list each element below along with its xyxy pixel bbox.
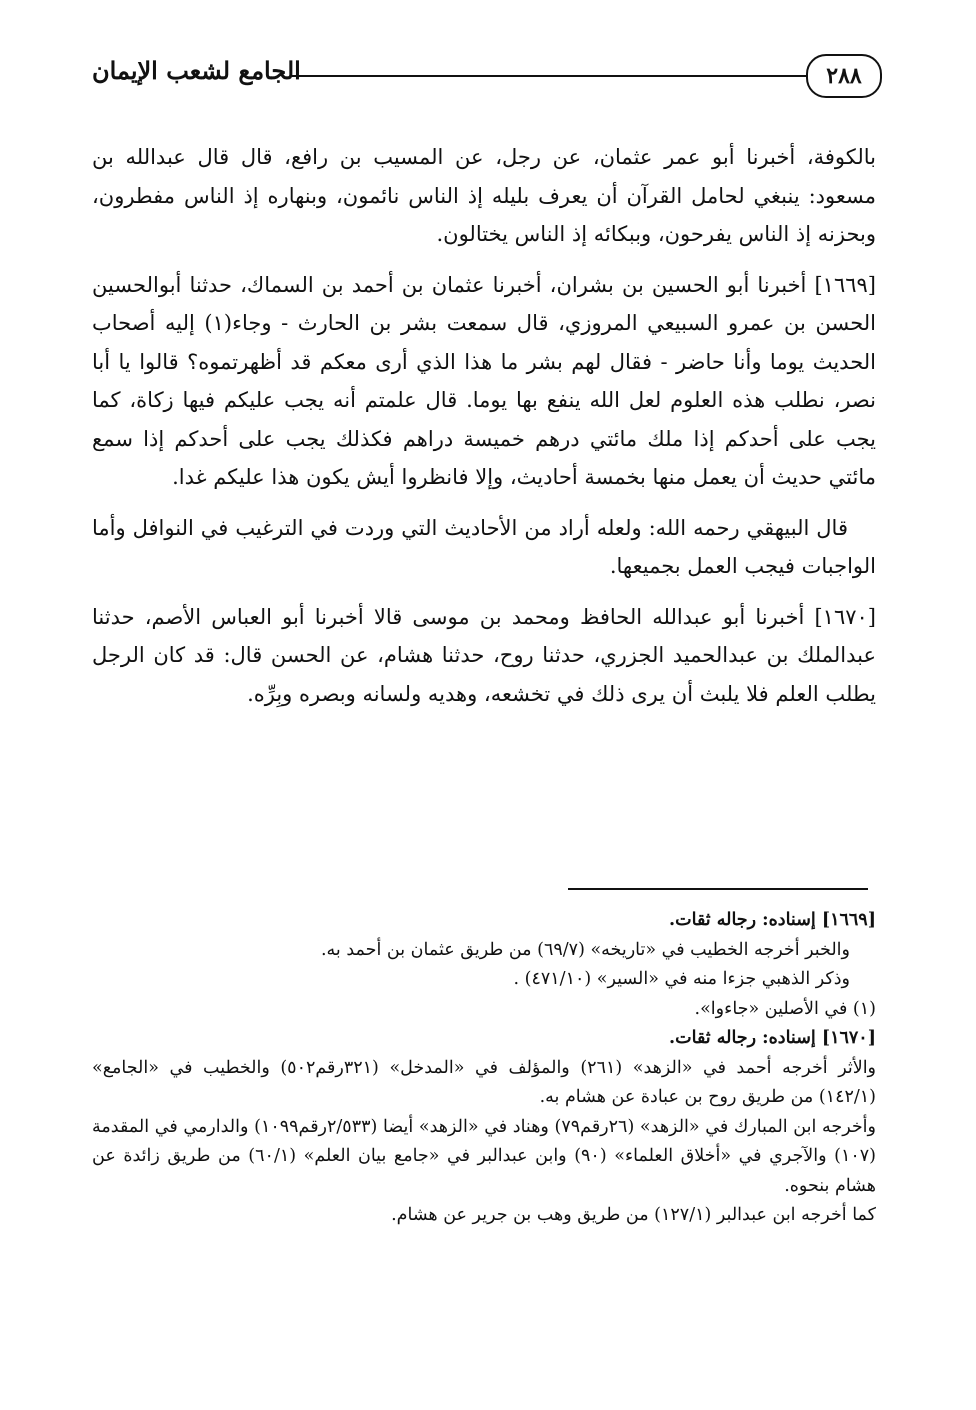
footnote-separator: [568, 888, 868, 890]
header-rule: [292, 75, 808, 77]
footnote-1669-khatib: والخبر أخرجه الخطيب في «تاريخه» (٦٩/٧) من طريق عثمان بن أحمد به.: [320, 939, 850, 960]
footnote-1670-ahmad: والأثر أخرجه أحمد في «الزهد» (٢٦١) والمؤلف في «المدخل» (٣٢١رقم٥٠٢) والخطيب في «الجامع» (١٤٢/١) من طريق روح بن عبادة عن هشام به.: [92, 1057, 877, 1107]
page-number: ٢٨٨: [806, 54, 882, 98]
footnote-1670-ibn-mubarak: وأخرجه ابن المبارك في «الزهد» (٢٦رقم٧٩) وهناد في «الزهد» أيضا (٢/٥٣٣رقم١٠٩٩) والدارمي في المقدمة (١٠٧) والآجري في «أخلاق العلماء» (٩٠) وابن عبدالبر في «جامع بيان العلم» (٦٠/١) من طريق زائدة عن هشام بنحوه.: [92, 1116, 876, 1196]
footnote-1670-isnad: [١٦٧٠] إسناده: رجاله ثقات.: [669, 1028, 876, 1048]
paragraph-continuation: بالكوفة، أخبرنا أبو عمر عثمان، عن رجل، عن المسيب بن رافع، قال قال عبدالله بن مسعود: ينبغي لحامل القرآن أن يعرف بليله إذ الناس نائمون، وبنهاره إذ الناس مفطرون، وبحزنه إذ الناس يفرحون، وببكائه إذ الناس يختالون.: [92, 145, 876, 246]
footnote-1: (١) في الأصلين «جاءوا».: [694, 998, 876, 1019]
footnote-1669-dhahabi: وذكر الذهبي جزءا منه في «السير» (٤٧١/١٠) .: [513, 969, 850, 989]
paragraph-1669: [١٦٦٩] أخبرنا أبو الحسين بن بشران، أخبرنا عثمان بن أحمد بن السماك، حدثنا أبوالحسين الحسن بن عمرو السبيعي المروزي، قال سمعت بشر بن الحارث - وجاء(١) إليه أصحاب الحديث يوما وأنا حاضر - فقال لهم بشر ما هذا الذي أرى معكم قد أظهرتموه؟ قالوا يا أبا نصر، نطلب هذه العلوم لعل الله ينفع بها يوما. قال علمتم أنه يجب عليكم فيها زكاة، كما يجب على أحدكم إذا ملك مائتي درهم خميسة دراهم فكذلك يجب على أحدكم إذا سمع مائتي حديث أن يعمل منها بخمسة أحاديث، وإلا فانظروا أيش يكون هذا عليكم غدا.: [92, 272, 876, 489]
paragraph-1670: [١٦٧٠] أخبرنا أبو عبدالله الحافظ ومحمد بن موسى قالا أخبرنا أبو العباس الأصم، حدثنا عبدالملك بن عبدالحميد الجزري، حدثنا روح، حدثنا هشام، عن الحسن قال: قد كان الرجل يطلب العلم فلا يلبث أن يرى ذلك في تخشعه، وهديه ولسانه وبصره وبِرِّه.: [92, 604, 876, 706]
book-title: الجامع لشعب الإيمان: [92, 56, 301, 85]
page-header: [92, 46, 882, 108]
footnote-1670-ibn-abdilbarr: كما أخرجه ابن عبدالبر (١٢٧/١) من طريق وهب بن جرير عن هشام.: [391, 1205, 876, 1225]
footnotes: [92, 906, 876, 1231]
main-text: [92, 138, 876, 725]
footnote-1669-isnad: [١٦٦٩] إسناده: رجاله ثقات.: [669, 910, 876, 930]
paragraph-bayhaqi-comment: قال البيهقي رحمه الله: ولعله أراد من الأحاديث التي وردت في الترغيب في النوافل وأما الواجبات فيجب العمل بجميعها.: [92, 515, 876, 578]
